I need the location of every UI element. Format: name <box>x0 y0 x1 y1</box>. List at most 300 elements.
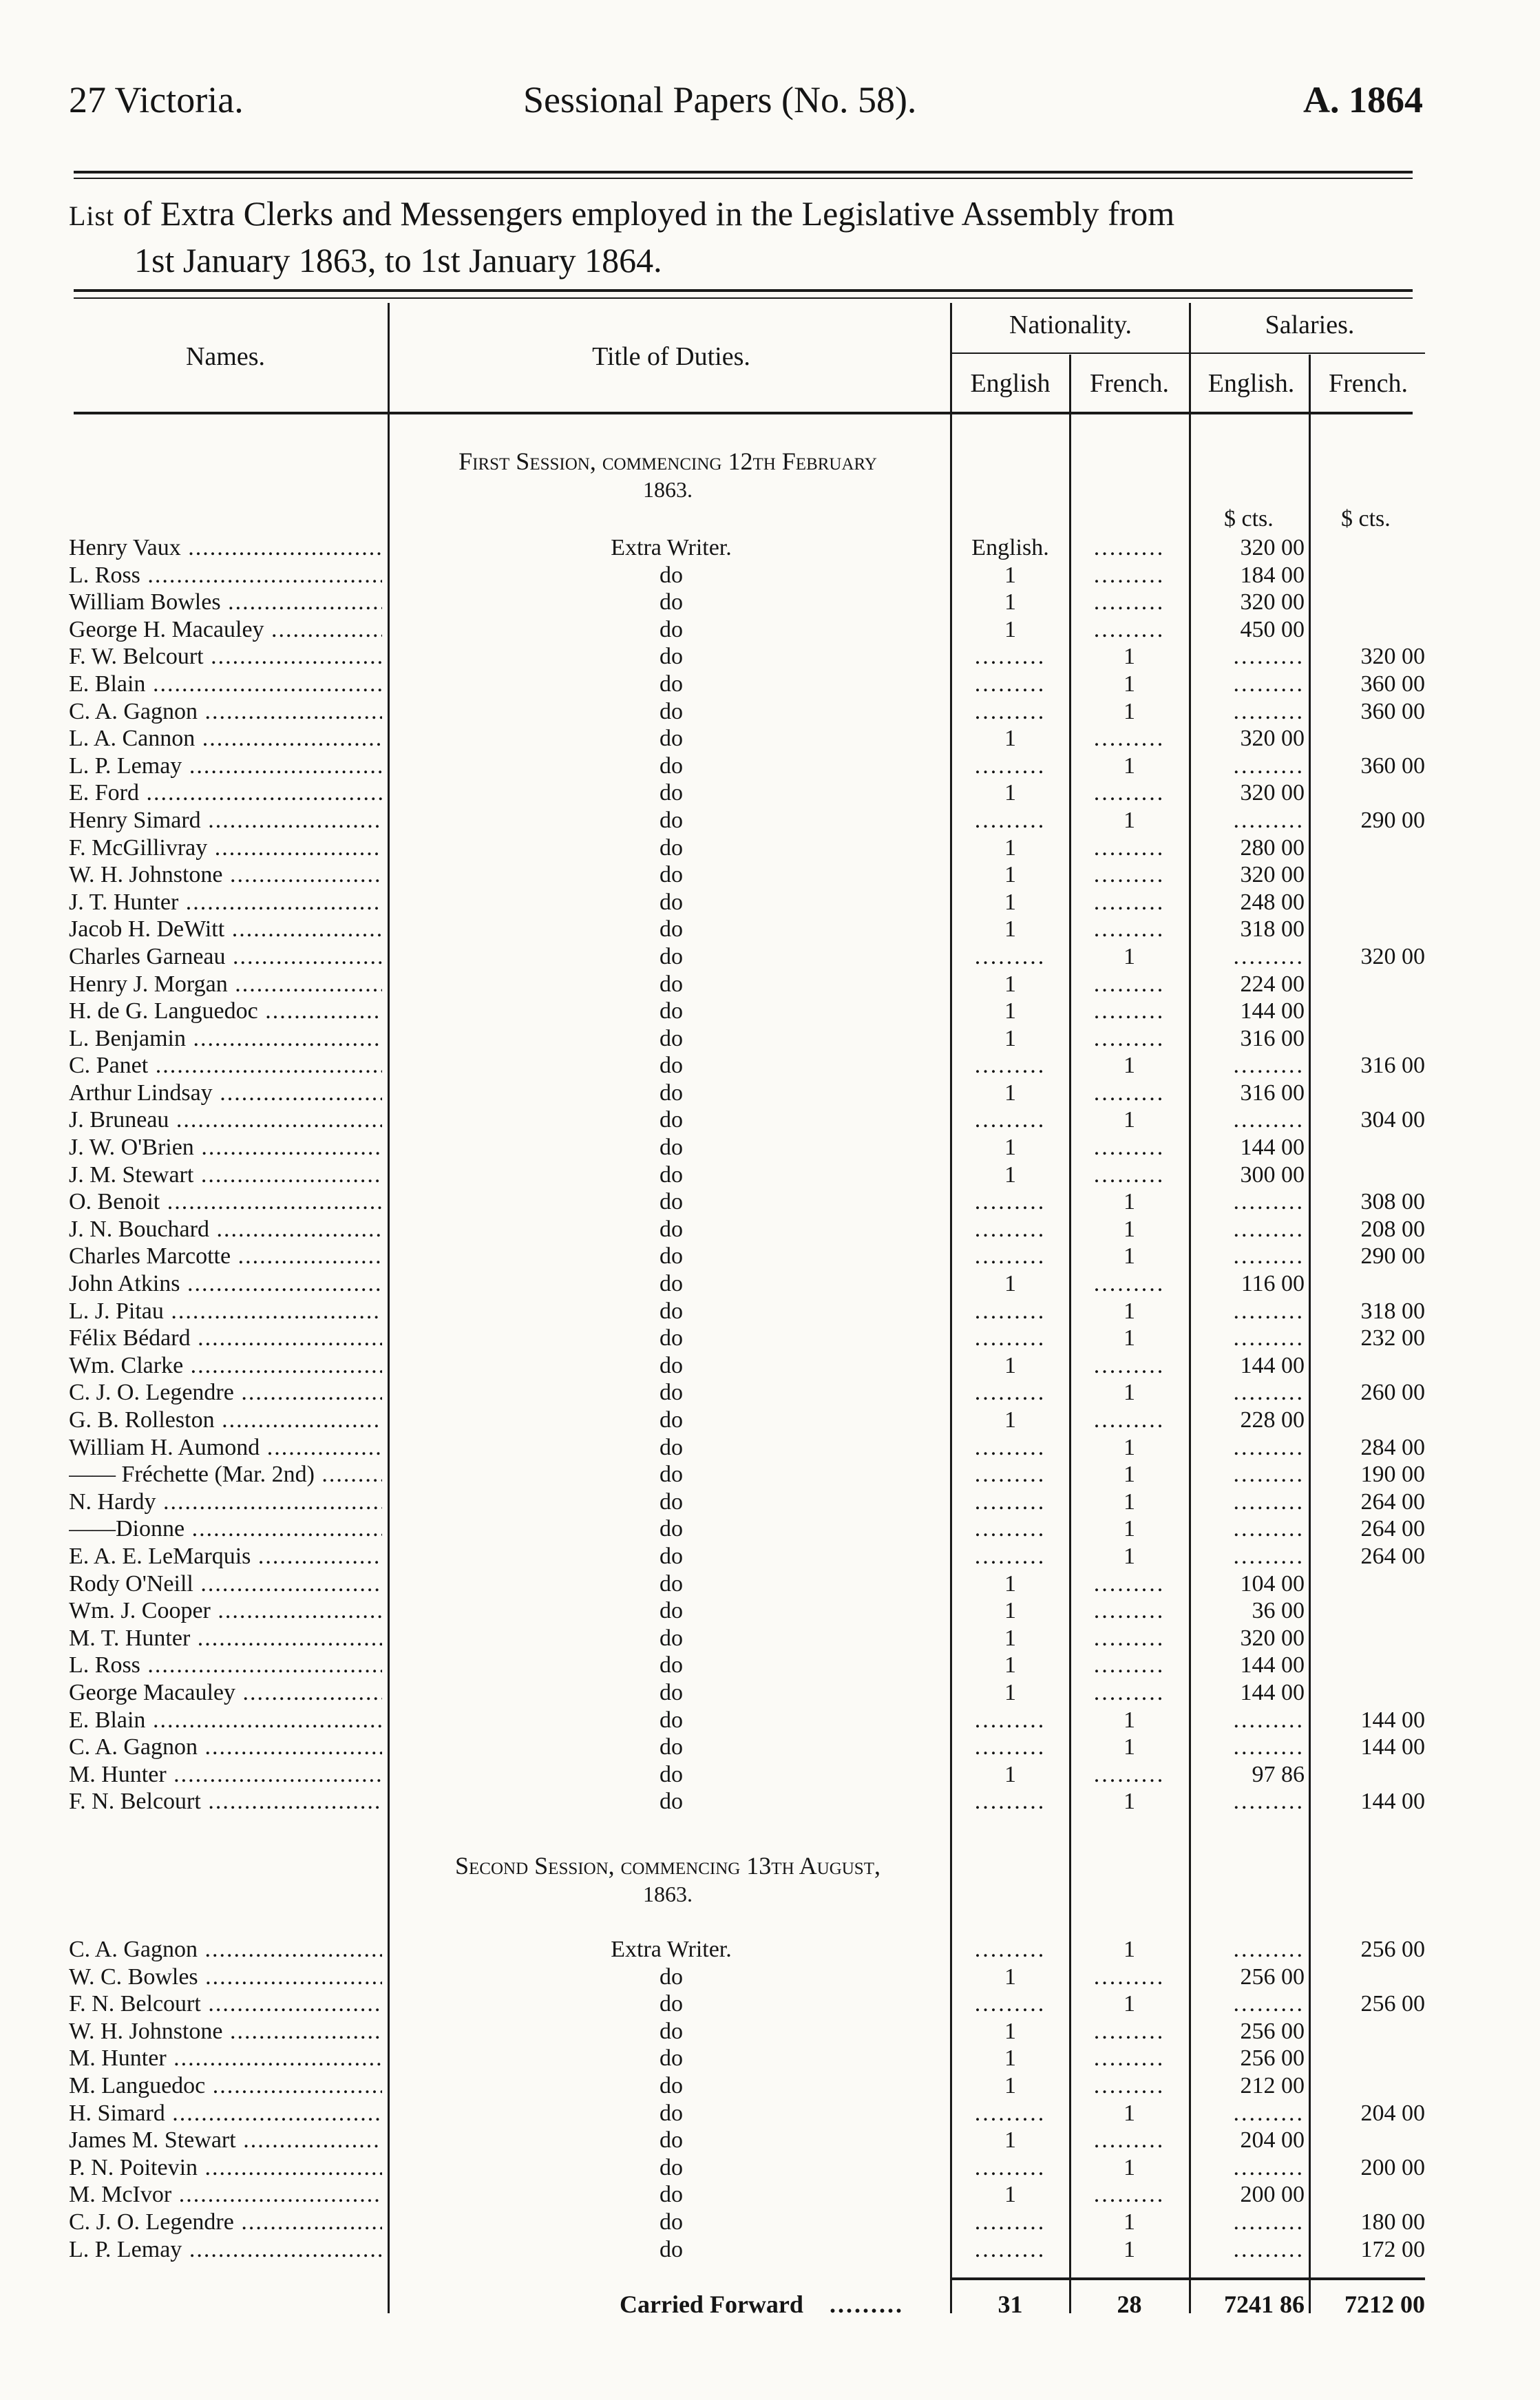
cell-nationality-english: ......... <box>974 1543 1046 1569</box>
cell-nationality-english: ......... <box>974 1216 1046 1242</box>
cell-name: M. T. Hunter ..... <box>69 1625 382 1652</box>
cell-name: William H. Aumond ..... <box>69 1434 382 1462</box>
cell-name: C. A. Gagnon ..... <box>69 1734 382 1761</box>
cell-nationality-english: ......... <box>974 2100 1046 2126</box>
cell-salary-english: ......... <box>1233 698 1305 724</box>
table-row <box>0 1188 1540 1216</box>
cell-nationality-french: 1 <box>1124 1216 1135 1242</box>
cell-salary-french: 144 00 <box>1360 1789 1425 1815</box>
cell-name: W. H. Johnstone ..... <box>69 2018 382 2045</box>
table-row <box>0 1106 1540 1134</box>
title-line1: of Extra Clerks and Messengers employed in the Legislative Assembly from <box>114 194 1175 233</box>
table-row <box>0 1570 1540 1598</box>
cell-salary-english: ......... <box>1233 807 1305 833</box>
cell-name: —— Fréchette (Mar. 2nd) ..... <box>69 1461 382 1488</box>
running-head-right: A. 1864 <box>1303 79 1423 120</box>
cell-nationality-english: ......... <box>974 807 1046 833</box>
total-english-count: 31 <box>998 2291 1023 2318</box>
session-one-title: First Session, commencing 12th February <box>458 448 877 475</box>
cell-duty: do <box>660 1434 683 1460</box>
table-row <box>0 1679 1540 1707</box>
cell-name: G. B. Rolleston ..... <box>69 1407 382 1434</box>
cell-name: J. M. Stewart ..... <box>69 1161 382 1189</box>
cell-nationality-french: 1 <box>1124 2154 1135 2180</box>
cell-salary-english: ......... <box>1233 1189 1305 1215</box>
subheader-rule <box>950 352 1425 354</box>
cell-nationality-french: ......... <box>1093 1652 1165 1678</box>
session-two-title: Second Session, commencing 13th August, <box>455 1852 880 1880</box>
cell-nationality-french: 1 <box>1124 1707 1135 1733</box>
col-header-sal-english: English. <box>1207 369 1295 398</box>
title-line2: 1st January 1863, to 1st January 1864. <box>134 241 662 280</box>
session-two-heading <box>392 1852 943 1908</box>
cell-nationality-french: ......... <box>1093 1080 1165 1106</box>
cell-name: M. Languedoc ..... <box>69 2072 382 2100</box>
cell-duty: do <box>660 1964 683 1990</box>
cell-nationality-french: ......... <box>1093 1679 1165 1705</box>
cell-name: Rody O'Neill ..... <box>69 1570 382 1598</box>
total-french-salary: 7212 00 <box>1344 2291 1425 2318</box>
cell-name: J. T. Hunter ..... <box>69 889 382 916</box>
cell-name: L. A. Cannon ..... <box>69 725 382 752</box>
cell-nationality-french: ......... <box>1093 726 1165 752</box>
cell-nationality-english: ......... <box>974 644 1046 670</box>
cell-name: L. P. Lemay ..... <box>69 752 382 780</box>
cell-salary-english: ......... <box>1233 1734 1305 1760</box>
cell-name: William Bowles ..... <box>69 589 382 616</box>
cell-nationality-english: ......... <box>974 1325 1046 1351</box>
cell-salary-english: ......... <box>1233 2209 1305 2235</box>
cell-duty: do <box>660 1053 683 1079</box>
table-row <box>0 1216 1540 1243</box>
carried-forward-leader: ......... <box>830 2291 904 2318</box>
cell-name: W. C. Bowles ..... <box>69 1964 382 1991</box>
cell-name: H. de G. Languedoc ..... <box>69 998 382 1025</box>
cell-salary-english: 97 86 <box>1252 1761 1305 1787</box>
cell-name: James M. Stewart ..... <box>69 2127 382 2154</box>
table-row <box>0 861 1540 889</box>
running-head-left: 27 Victoria. <box>69 79 244 120</box>
cell-nationality-french: ......... <box>1093 2127 1165 2154</box>
table-row <box>0 1625 1540 1652</box>
header-rule-top <box>74 171 1413 173</box>
cell-duty: do <box>660 834 683 861</box>
cell-duty: do <box>660 644 683 670</box>
cell-nationality-english: 1 <box>1004 862 1016 888</box>
cell-name: Henry Vaux ..... <box>69 534 382 562</box>
cell-salary-english: 116 00 <box>1241 1271 1305 1297</box>
cell-salary-english: ......... <box>1233 2236 1305 2262</box>
cell-name: Charles Marcotte ..... <box>69 1243 382 1270</box>
table-row <box>0 1298 1540 1325</box>
cell-salary-english: 300 00 <box>1240 1161 1305 1188</box>
cell-nationality-french: ......... <box>1093 1598 1165 1624</box>
table-row <box>0 1652 1540 1679</box>
cell-name: M. Hunter ..... <box>69 2045 382 2072</box>
cell-duty: Extra Writer. <box>611 535 732 560</box>
table-row <box>0 807 1540 834</box>
table-row <box>0 2154 1540 2182</box>
session-one-heading <box>392 448 943 503</box>
cell-salary-english: 144 00 <box>1240 1652 1305 1678</box>
cell-duty: do <box>660 1352 683 1378</box>
cell-nationality-french: ......... <box>1093 2045 1165 2072</box>
table-row <box>0 725 1540 752</box>
cell-nationality-french: ......... <box>1093 1407 1165 1433</box>
cell-nationality-french: ......... <box>1093 1025 1165 1051</box>
cell-name: J. N. Bouchard ..... <box>69 1216 382 1243</box>
cell-duty: do <box>660 1407 683 1433</box>
cell-name: M. Hunter ..... <box>69 1761 382 1789</box>
cell-duty: do <box>660 562 683 588</box>
cell-salary-english: ......... <box>1233 1434 1305 1460</box>
col-header-duties: Title of Duties. <box>592 342 750 371</box>
cell-salary-english: ......... <box>1233 943 1305 969</box>
table-row <box>0 1990 1540 2018</box>
cell-name: J. W. O'Brien ..... <box>69 1134 382 1161</box>
cell-nationality-english: 1 <box>1004 1761 1016 1787</box>
cell-nationality-english: ......... <box>974 2154 1046 2180</box>
cell-name: J. Bruneau ..... <box>69 1106 382 1134</box>
cell-salary-french: 256 00 <box>1360 1937 1425 1962</box>
cell-nationality-french: ......... <box>1093 1271 1165 1297</box>
cell-duty: do <box>660 1543 683 1569</box>
cell-name: F. W. Belcourt ..... <box>69 643 382 671</box>
cell-name: L. J. Pitau ..... <box>69 1298 382 1325</box>
cell-nationality-french: ......... <box>1093 1761 1165 1787</box>
cell-nationality-french: ......... <box>1093 1625 1165 1651</box>
cell-duty: do <box>660 2045 683 2072</box>
cell-salary-english: 450 00 <box>1240 616 1305 642</box>
cell-nationality-french: ......... <box>1093 1161 1165 1188</box>
cell-salary-english: 280 00 <box>1240 834 1305 861</box>
cell-nationality-french: 1 <box>1124 1488 1135 1515</box>
cell-salary-english: 144 00 <box>1240 1135 1305 1161</box>
cell-nationality-french: 1 <box>1124 1462 1135 1488</box>
cell-nationality-french: ......... <box>1093 562 1165 588</box>
cell-nationality-english: ......... <box>974 943 1046 969</box>
cell-duty: do <box>660 2182 683 2208</box>
cell-salary-french: 180 00 <box>1360 2209 1425 2235</box>
cell-salary-french: 290 00 <box>1360 807 1425 833</box>
dollar-cts-french: $ cts. <box>1341 506 1391 531</box>
cell-nationality-english: ......... <box>974 2209 1046 2235</box>
cell-name: H. Simard ..... <box>69 2100 382 2127</box>
cell-salary-french: 208 00 <box>1360 1216 1425 1242</box>
table-row <box>0 1488 1540 1516</box>
col-header-nat-french: French. <box>1089 369 1170 398</box>
cell-salary-french: 320 00 <box>1360 644 1425 670</box>
table-row <box>0 2018 1540 2045</box>
cell-salary-french: 144 00 <box>1360 1734 1425 1760</box>
cell-salary-english: 200 00 <box>1240 2182 1305 2208</box>
cell-name: Wm. J. Cooper ..... <box>69 1597 382 1625</box>
cell-nationality-english: ......... <box>974 752 1046 779</box>
table-row <box>0 616 1540 644</box>
cell-nationality-english: ......... <box>974 1516 1046 1542</box>
cell-duty: do <box>660 998 683 1024</box>
table-row <box>0 1707 1540 1734</box>
cell-nationality-english: 1 <box>1004 780 1016 806</box>
cell-salary-french: 360 00 <box>1360 671 1425 697</box>
header-rule-bottom <box>74 178 1413 179</box>
table-row <box>0 1407 1540 1434</box>
table-row <box>0 1352 1540 1380</box>
cell-salary-english: ......... <box>1233 1243 1305 1270</box>
cell-duty: do <box>660 1380 683 1406</box>
cell-nationality-french: 1 <box>1124 2100 1135 2126</box>
cell-nationality-french: 1 <box>1124 1734 1135 1760</box>
title-lead: List <box>69 200 115 231</box>
cell-salary-french: 316 00 <box>1360 1053 1425 1079</box>
table-row <box>0 1597 1540 1625</box>
cell-salary-english: ......... <box>1233 1707 1305 1733</box>
cell-nationality-french: ......... <box>1093 1135 1165 1161</box>
table-row <box>0 889 1540 916</box>
cell-nationality-french: ......... <box>1093 862 1165 888</box>
cell-salary-english: ......... <box>1233 1053 1305 1079</box>
cell-nationality-english: ......... <box>974 1053 1046 1079</box>
cell-nationality-french: 1 <box>1124 2236 1135 2262</box>
cell-nationality-french: 1 <box>1124 1434 1135 1460</box>
title-rule-top <box>74 289 1413 292</box>
cell-name: Wm. Clarke ..... <box>69 1352 382 1380</box>
cell-salary-english: ......... <box>1233 1991 1305 2017</box>
table-row <box>0 1080 1540 1107</box>
col-header-names: Names. <box>185 342 266 371</box>
table-row <box>0 1515 1540 1543</box>
cell-duty: do <box>660 1991 683 2017</box>
cell-duty: do <box>660 971 683 997</box>
cell-salary-english: ......... <box>1233 1516 1305 1542</box>
cell-nationality-english: 1 <box>1004 1570 1016 1597</box>
cell-name: F. N. Belcourt ..... <box>69 1788 382 1815</box>
cell-nationality-english: 1 <box>1004 1271 1016 1297</box>
cell-duty: do <box>660 1243 683 1270</box>
cell-salary-french: 290 00 <box>1360 1243 1425 1270</box>
cell-nationality-french: 1 <box>1124 1516 1135 1542</box>
cell-duty: do <box>660 1462 683 1488</box>
table-row <box>0 2100 1540 2127</box>
cell-salary-english: 318 00 <box>1240 916 1305 943</box>
cell-name: John Atkins ..... <box>69 1270 382 1298</box>
table-row <box>0 943 1540 971</box>
cell-nationality-english: 1 <box>1004 971 1016 997</box>
cell-name: George H. Macauley ..... <box>69 616 382 644</box>
cell-salary-english: ......... <box>1233 1488 1305 1515</box>
cell-salary-english: ......... <box>1233 1216 1305 1242</box>
cell-nationality-french: 1 <box>1124 1543 1135 1569</box>
cell-nationality-english: 1 <box>1004 1352 1016 1378</box>
table-row <box>0 534 1540 562</box>
cell-duty: do <box>660 862 683 888</box>
cell-duty: Extra Writer. <box>611 1937 732 1962</box>
totals-rule <box>950 2277 1425 2280</box>
cell-duty: do <box>660 616 683 642</box>
cell-nationality-french: ......... <box>1093 535 1165 560</box>
cell-nationality-french: 1 <box>1124 1053 1135 1079</box>
cell-salary-english: 316 00 <box>1240 1080 1305 1106</box>
cell-salary-english: 204 00 <box>1240 2127 1305 2154</box>
cell-name: L. P. Lemay ..... <box>69 2236 382 2264</box>
cell-duty: do <box>660 916 683 943</box>
cell-salary-english: ......... <box>1233 1462 1305 1488</box>
cell-duty: do <box>660 671 683 697</box>
cell-duty: do <box>660 1216 683 1242</box>
cell-duty: do <box>660 698 683 724</box>
table-row <box>0 1543 1540 1570</box>
table-row <box>0 779 1540 807</box>
cell-duty: do <box>660 889 683 915</box>
cell-nationality-french: 1 <box>1124 807 1135 833</box>
cell-name: L. Ross ..... <box>69 1652 382 1679</box>
cell-nationality-french: ......... <box>1093 834 1165 861</box>
total-english-salary: 7241 86 <box>1224 2291 1305 2318</box>
cell-nationality-english: ......... <box>974 1462 1046 1488</box>
col-header-nat-english: English <box>970 369 1051 398</box>
cell-salary-french: 264 00 <box>1360 1488 1425 1515</box>
cell-salary-french: 190 00 <box>1360 1462 1425 1488</box>
cell-duty: do <box>660 1598 683 1624</box>
cell-salary-french: 304 00 <box>1360 1107 1425 1133</box>
cell-nationality-french: ......... <box>1093 2182 1165 2208</box>
table-row <box>0 1788 1540 1815</box>
cell-salary-french: 264 00 <box>1360 1516 1425 1542</box>
cell-duty: do <box>660 726 683 752</box>
cell-duty: do <box>660 1761 683 1787</box>
cell-salary-french: 360 00 <box>1360 698 1425 724</box>
table-row <box>0 1964 1540 1991</box>
cell-duty: do <box>660 2100 683 2126</box>
cell-nationality-french: 1 <box>1124 1937 1135 1962</box>
cell-duty: do <box>660 2209 683 2235</box>
table-row <box>0 1052 1540 1080</box>
cell-duty: do <box>660 2236 683 2262</box>
cell-salary-english: 320 00 <box>1240 862 1305 888</box>
cell-nationality-english: 1 <box>1004 1161 1016 1188</box>
cell-nationality-english: 1 <box>1004 562 1016 588</box>
cell-duty: do <box>660 943 683 969</box>
cell-salary-english: ......... <box>1233 644 1305 670</box>
cell-salary-french: 284 00 <box>1360 1434 1425 1460</box>
cell-duty: do <box>660 1135 683 1161</box>
table-row <box>0 1461 1540 1488</box>
cell-nationality-english: 1 <box>1004 2127 1016 2154</box>
cell-nationality-english: ......... <box>974 671 1046 697</box>
cell-nationality-english: ......... <box>974 1380 1046 1406</box>
cell-nationality-french: ......... <box>1093 2018 1165 2044</box>
cell-salary-french: 144 00 <box>1360 1707 1425 1733</box>
cell-salary-english: ......... <box>1233 752 1305 779</box>
cell-duty: do <box>660 1271 683 1297</box>
cell-salary-french: 256 00 <box>1360 1991 1425 2017</box>
cell-nationality-english: ......... <box>974 1107 1046 1133</box>
cell-nationality-french: ......... <box>1093 780 1165 806</box>
cell-nationality-english: 1 <box>1004 2018 1016 2044</box>
cell-duty: do <box>660 752 683 779</box>
cell-nationality-english: ......... <box>974 1298 1046 1324</box>
cell-salary-english: ......... <box>1233 1380 1305 1406</box>
cell-nationality-english: 1 <box>1004 726 1016 752</box>
cell-salary-french: 318 00 <box>1360 1298 1425 1324</box>
cell-nationality-english: ......... <box>974 1243 1046 1270</box>
cell-salary-french: 200 00 <box>1360 2154 1425 2180</box>
cell-duty: do <box>660 1734 683 1760</box>
table-row <box>0 1025 1540 1053</box>
cell-salary-french: 308 00 <box>1360 1189 1425 1215</box>
cell-nationality-english: 1 <box>1004 1407 1016 1433</box>
cell-duty: do <box>660 2072 683 2098</box>
cell-salary-french: 172 00 <box>1360 2236 1425 2262</box>
cell-salary-english: 248 00 <box>1240 889 1305 915</box>
cell-nationality-english: English. <box>971 535 1049 560</box>
cell-nationality-english: ......... <box>974 2236 1046 2262</box>
dollar-cts-english: $ cts. <box>1224 506 1274 531</box>
cell-salary-english: ......... <box>1233 1937 1305 1962</box>
col-header-nationality: Nationality. <box>1009 310 1132 339</box>
cell-nationality-french: ......... <box>1093 889 1165 915</box>
cell-salary-english: 144 00 <box>1240 1679 1305 1705</box>
cell-nationality-english: 1 <box>1004 834 1016 861</box>
col-header-sal-french: French. <box>1328 369 1409 398</box>
cell-nationality-english: 1 <box>1004 1080 1016 1106</box>
table-row <box>0 1161 1540 1189</box>
cell-nationality-french: 1 <box>1124 2209 1135 2235</box>
header-bottom-rule <box>74 412 1413 414</box>
cell-nationality-english: 1 <box>1004 589 1016 615</box>
cell-nationality-english: ......... <box>974 1789 1046 1815</box>
cell-name: Félix Bédard ..... <box>69 1325 382 1352</box>
session-one-year: 1863. <box>643 477 693 502</box>
cell-nationality-french: 1 <box>1124 1107 1135 1133</box>
cell-salary-english: 36 00 <box>1252 1598 1305 1624</box>
cell-nationality-english: 1 <box>1004 1598 1016 1624</box>
cell-salary-english: 184 00 <box>1240 562 1305 588</box>
total-french-count: 28 <box>1117 2291 1142 2318</box>
cell-name: C. J. O. Legendre ..... <box>69 2209 382 2236</box>
cell-nationality-french: 1 <box>1124 671 1135 697</box>
table-row <box>0 2209 1540 2236</box>
table-row <box>0 2127 1540 2154</box>
cell-salary-english: ......... <box>1233 1789 1305 1815</box>
table-row <box>0 2045 1540 2072</box>
cell-nationality-french: 1 <box>1124 1380 1135 1406</box>
cell-name: O. Benoit ..... <box>69 1188 382 1216</box>
cell-salary-french: 360 00 <box>1360 752 1425 779</box>
cell-name: E. Ford ..... <box>69 779 382 807</box>
cell-duty: do <box>660 1080 683 1106</box>
cell-duty: do <box>660 589 683 615</box>
cell-name: W. H. Johnstone ..... <box>69 861 382 889</box>
cell-name: C. A. Gagnon ..... <box>69 698 382 726</box>
table-row <box>0 698 1540 726</box>
table-row <box>0 971 1540 998</box>
cell-nationality-english: ......... <box>974 1734 1046 1760</box>
cell-salary-english: 320 00 <box>1240 535 1305 560</box>
cell-nationality-english: 1 <box>1004 998 1016 1024</box>
cell-name: Henry Simard ..... <box>69 807 382 834</box>
cell-nationality-english: ......... <box>974 698 1046 724</box>
table-row <box>0 752 1540 780</box>
cell-name: C. A. Gagnon ..... <box>69 1936 382 1964</box>
cell-nationality-french: ......... <box>1093 971 1165 997</box>
cell-nationality-french: 1 <box>1124 1325 1135 1351</box>
cell-salary-french: 232 00 <box>1360 1325 1425 1351</box>
cell-name: N. Hardy ..... <box>69 1488 382 1516</box>
cell-nationality-english: 1 <box>1004 2182 1016 2208</box>
cell-name: P. N. Poitevin ..... <box>69 2154 382 2182</box>
cell-nationality-french: 1 <box>1124 1991 1135 2017</box>
